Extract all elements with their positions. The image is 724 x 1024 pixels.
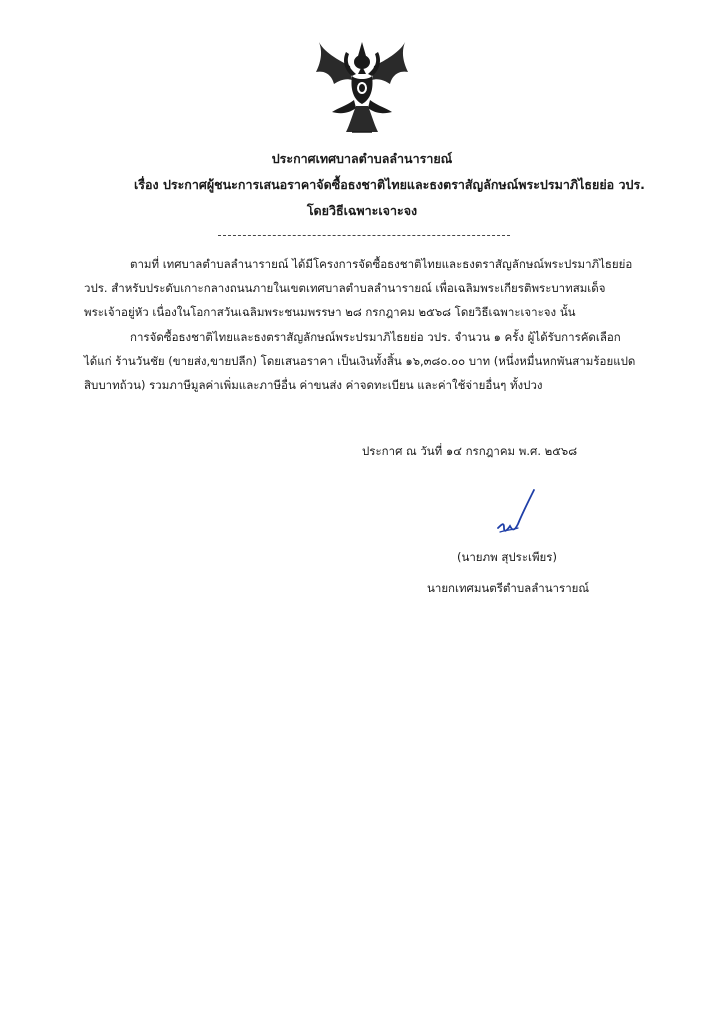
procurement-method: โดยวิธีเฉพาะเจาะจง xyxy=(306,203,418,218)
handwritten-signature xyxy=(494,488,540,540)
paragraph-1-line-2: วปร. สำหรับประดับเกาะกลางถนนภายในเขตเทศบาลตำบลลำนารายณ์ เพื่อเฉลิมพระเกียรติพระบาทสมเด็จ xyxy=(84,281,606,295)
announcement-date: ประกาศ ณ วันที่ ๑๔ กรกฎาคม พ.ศ. ๒๕๖๘ xyxy=(362,444,578,458)
paragraph-2-line-2: ได้แก่ ร้านวันชัย (ขายส่ง,ขายปลีก) โดยเสนอราคา เป็นเงินทั้งสิ้น ๑๖,๓๘๐.๐๐ บาท (หนึ่งหมื่นหกพันสามร้อยแปด xyxy=(84,354,636,368)
announcement-title: ประกาศเทศบาลตำบลลำนารายณ์ xyxy=(271,151,453,166)
paragraph-1-line-1: ตามที่ เทศบาลตำบลลำนารายณ์ ได้มีโครงการจัดซื้อธงชาติไทยและธงตราสัญลักษณ์พระปรมาภิไธยย่อ xyxy=(130,257,633,271)
header-divider xyxy=(218,235,510,236)
signatory-name: (นายภพ สุประเพียร) xyxy=(457,550,557,564)
garuda-emblem-icon xyxy=(312,36,412,136)
signatory-position: นายกเทศมนตรีตำบลลำนารายณ์ xyxy=(427,581,590,595)
paragraph-2-line-3: สิบบาทถ้วน) รวมภาษีมูลค่าเพิ่มและภาษีอื่น ค่าขนส่ง ค่าจดทะเบียน และค่าใช้จ่ายอื่นๆ ทั้งปวง xyxy=(84,378,543,392)
paragraph-2-line-1: การจัดซื้อธงชาติไทยและธงตราสัญลักษณ์พระปรมาภิไธยย่อ วปร. จำนวน ๑ ครั้ง ผู้ได้รับการคัดเลือก xyxy=(130,330,621,344)
announcement-subject: เรื่อง ประกาศผู้ชนะการเสนอราคาจัดซื้อธงชาติไทยและธงตราสัญลักษณ์พระปรมาภิไธยย่อ วปร. xyxy=(134,177,645,192)
paragraph-1-line-3: พระเจ้าอยู่หัว เนื่องในโอกาสวันเฉลิมพระชนมพรรษา ๒๘ กรกฎาคม ๒๕๖๘ โดยวิธีเฉพาะเจาะจง นั้น xyxy=(84,305,576,319)
